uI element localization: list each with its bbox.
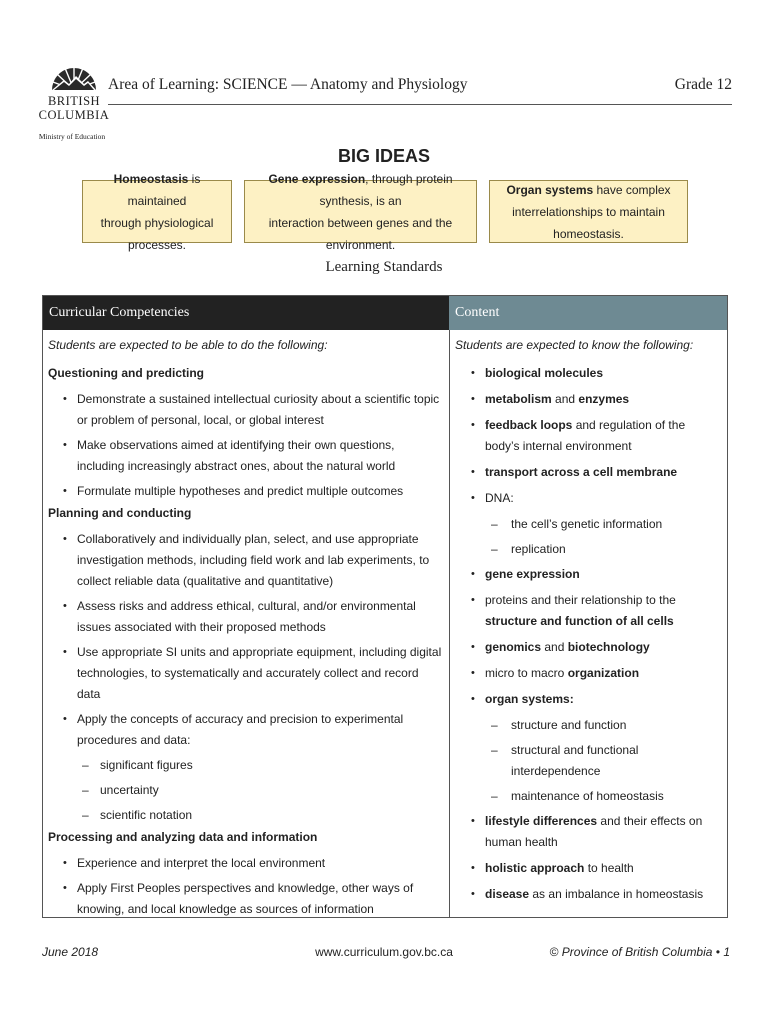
big-idea-line — [490, 179, 687, 201]
column-divider — [449, 330, 450, 917]
content-keyword: organization — [567, 666, 640, 680]
content-text: to health — [584, 861, 634, 875]
big-idea-keyword: Organ systems — [506, 182, 594, 197]
list-item: • Collaboratively and individually plan, select, and use appropriate investigation methods, including field work and lab experiments, to collect reliable data (qualitative and quantitative) — [48, 529, 444, 592]
big-idea-text: interrelationships to maintain homeostasis. — [512, 204, 665, 241]
content-item — [455, 884, 721, 905]
footer-copyright: © Province of British Columbia • 1 — [549, 945, 730, 959]
big-idea-box-organ-systems — [489, 180, 688, 243]
content-column — [455, 338, 721, 910]
content-item — [455, 689, 721, 710]
content-keyword: lifestyle differences — [485, 814, 598, 828]
content-item — [455, 637, 721, 658]
content-keyword: organ systems: — [485, 692, 574, 706]
list-item: • Experience and interpret the local environment — [48, 853, 444, 874]
logo-line-1: BRITISH — [47, 94, 101, 108]
sub-list-item: – scientific notation — [48, 805, 444, 826]
big-ideas-title: BIG IDEAS — [337, 146, 430, 166]
big-idea-keyword: Gene expression — [268, 171, 366, 186]
sun-mountain-icon — [38, 44, 110, 94]
bc-logo — [38, 44, 110, 148]
content-intro: Students are expected to know the following: — [455, 338, 694, 352]
content-keyword: feedback loops — [485, 418, 573, 432]
content-keyword: structure and function of all cells — [485, 614, 674, 628]
list-item: • Demonstrate a sustained intellectual curiosity about a scientific topic or problem of personal, local, or global interest — [48, 389, 444, 431]
big-idea-text: , through protein synthesis, is an — [319, 171, 453, 208]
content-keyword: genomics — [485, 640, 542, 654]
big-idea-text: have complex — [593, 182, 671, 197]
content-item — [455, 858, 721, 879]
header-divider — [108, 104, 732, 105]
content-item — [455, 488, 721, 509]
competencies-header: Curricular Competencies — [43, 296, 449, 330]
big-idea-keyword: Homeostasis — [113, 171, 189, 186]
list-item: • Assess risks and address ethical, cultural, and/or environmental issues associated with their proposed methods — [48, 596, 444, 638]
big-idea-text: interaction between genes and the environment. — [268, 215, 453, 252]
content-item — [455, 811, 721, 853]
content-sub-item: – replication — [455, 539, 721, 560]
learning-standards-title: Learning Standards — [325, 259, 443, 275]
content-keyword: biotechnology — [567, 640, 650, 654]
sub-list-item: – significant figures — [48, 755, 444, 776]
logo-line-2: COLUMBIA — [38, 108, 110, 122]
content-keyword: disease — [485, 887, 530, 901]
content-keyword: metabolism — [485, 392, 552, 406]
section-title: Planning and conducting — [48, 506, 192, 520]
content-item — [455, 389, 721, 410]
content-item — [455, 363, 721, 384]
list-item: • Use appropriate SI units and appropriate equipment, including digital technologies, to systematically and accurately collect and record data — [48, 642, 444, 705]
content-keyword: biological molecules — [485, 366, 604, 380]
logo-ministry: Ministry of Education — [38, 132, 106, 141]
grade-label: Grade 12 — [674, 76, 732, 93]
list-item: • Apply First Peoples perspectives and knowledge, other ways of knowing, and local knowledge as sources of information — [48, 878, 444, 920]
big-idea-box-homeostasis — [82, 171, 232, 252]
list-item: • Formulate multiple hypotheses and predict multiple outcomes — [48, 481, 444, 502]
content-text: and regulation of the body’s internal environment — [485, 418, 686, 453]
content-item — [455, 590, 721, 632]
content-sub-item: – the cell’s genetic information — [455, 514, 721, 535]
footer-date: June 2018 — [42, 945, 99, 959]
big-idea-line — [83, 168, 231, 212]
content-sub-item: – maintenance of homeostasis — [455, 786, 721, 807]
content-header: Content — [449, 296, 727, 330]
content-keyword: enzymes — [578, 392, 630, 406]
big-idea-line — [245, 168, 476, 212]
content-text: and — [551, 392, 579, 406]
section-title: Processing and analyzing data and information — [48, 830, 318, 844]
content-keyword: gene expression — [485, 567, 580, 581]
footer-url[interactable]: www.curriculum.gov.bc.ca — [315, 945, 453, 959]
big-idea-text: through physiological processes. — [100, 215, 214, 252]
content-text: DNA: — [485, 491, 514, 505]
list-item: • Make observations aimed at identifying their own questions, including increasingly abstract ones, about the natural world — [48, 435, 444, 477]
section-title: Questioning and predicting — [48, 366, 204, 380]
content-sub-item: – structural and functional interdependence — [455, 740, 721, 782]
learning-standards-table — [42, 295, 728, 918]
content-sub-item: – structure and function — [455, 715, 721, 736]
content-keyword: transport across a cell membrane — [485, 465, 678, 479]
page-title: Area of Learning: SCIENCE — Anatomy and Physiology — [108, 76, 468, 93]
content-text: micro to macro — [485, 666, 568, 680]
content-keyword: holistic approach — [485, 861, 585, 875]
content-text: and their effects on human health — [485, 814, 703, 849]
content-text: proteins and their relationship to the — [485, 593, 676, 607]
content-item — [455, 564, 721, 585]
content-item — [455, 462, 721, 483]
competencies-intro: Students are expected to be able to do the following: — [48, 338, 328, 352]
content-text: as an imbalance in homeostasis — [529, 887, 704, 901]
sub-list-item: – uncertainty — [48, 780, 444, 801]
big-idea-text: is maintained — [127, 171, 201, 208]
competencies-column — [48, 338, 444, 924]
content-item — [455, 415, 721, 457]
list-item: • Apply the concepts of accuracy and precision to experimental procedures and data: — [48, 709, 444, 751]
content-item — [455, 663, 721, 684]
big-idea-box-gene-expression — [244, 171, 477, 252]
content-text: and — [541, 640, 568, 654]
